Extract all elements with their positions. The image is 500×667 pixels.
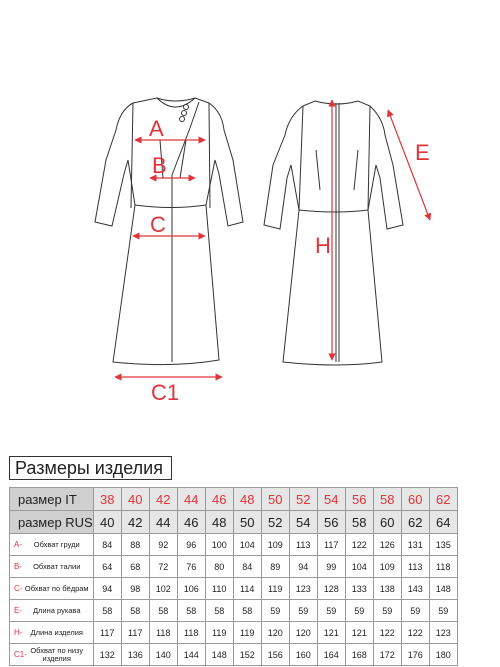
size-rus-cell: 62 (401, 511, 429, 534)
measurement-value: 126 (373, 534, 401, 556)
measurement-value: 104 (345, 556, 373, 578)
measurement-arrows (115, 100, 430, 377)
measurement-value: 80 (205, 556, 233, 578)
measurement-value: 58 (93, 600, 121, 622)
measurement-value: 84 (233, 556, 261, 578)
measurement-value: 168 (345, 644, 373, 666)
measurement-row (10, 556, 458, 578)
measurement-value: 68 (121, 556, 149, 578)
measurement-value: 89 (261, 556, 289, 578)
measurement-value: 117 (121, 622, 149, 644)
measurement-value: 118 (149, 622, 177, 644)
measurement-value: 113 (289, 534, 317, 556)
size-it-cell: 42 (149, 488, 177, 511)
size-rus-cell: 44 (149, 511, 177, 534)
label-a: A (149, 116, 164, 141)
label-b: B (152, 153, 167, 178)
measurement-value: 123 (429, 622, 457, 644)
measurement-code: C1- (14, 650, 27, 659)
measurement-value: 122 (401, 622, 429, 644)
measurement-value: 172 (373, 644, 401, 666)
measurement-value: 102 (149, 578, 177, 600)
measurement-name: Обхват талии (33, 561, 81, 571)
measurement-value: 94 (93, 578, 121, 600)
measurement-label (10, 578, 94, 600)
measurement-value: 160 (289, 644, 317, 666)
measurement-label (10, 534, 94, 556)
size-rus-cell: 52 (261, 511, 289, 534)
measurement-row (10, 622, 458, 644)
measurement-value: 140 (149, 644, 177, 666)
measurement-value: 64 (93, 556, 121, 578)
back-view-sketch (264, 101, 403, 365)
measurement-name: Длина изделия (30, 627, 83, 637)
measurement-value: 59 (317, 600, 345, 622)
measurement-value: 58 (121, 600, 149, 622)
size-rus-cell: 50 (233, 511, 261, 534)
size-it-cell: 46 (205, 488, 233, 511)
size-it-cell: 48 (233, 488, 261, 511)
size-rus-cell: 64 (429, 511, 457, 534)
size-it-cell: 44 (177, 488, 205, 511)
measurement-value: 120 (289, 622, 317, 644)
measurement-value: 120 (261, 622, 289, 644)
page-title: Размеры изделия (9, 456, 172, 480)
label-e: E (415, 140, 430, 165)
measurement-name: Обхват груди (33, 539, 80, 549)
measurement-value: 104 (233, 534, 261, 556)
measurement-value: 135 (429, 534, 457, 556)
measurement-value: 164 (317, 644, 345, 666)
size-it-cell: 54 (317, 488, 345, 511)
measurement-value: 119 (233, 622, 261, 644)
measurement-value: 109 (373, 556, 401, 578)
measurement-value: 148 (205, 644, 233, 666)
measurement-code: B- (14, 562, 22, 571)
measurement-value: 76 (177, 556, 205, 578)
measurement-value: 110 (205, 578, 233, 600)
measurement-value: 88 (121, 534, 149, 556)
measurement-value: 118 (177, 622, 205, 644)
measurement-value: 58 (177, 600, 205, 622)
measurement-row (10, 644, 458, 666)
size-it-cell: 62 (429, 488, 457, 511)
measurement-value: 132 (93, 644, 121, 666)
measurement-value: 109 (261, 534, 289, 556)
measurement-value: 118 (429, 556, 457, 578)
measurement-value: 148 (429, 578, 457, 600)
header-label-it: размер IT (10, 488, 94, 511)
front-view-sketch (95, 98, 243, 365)
measurement-value: 121 (345, 622, 373, 644)
measurement-value: 99 (317, 556, 345, 578)
measurement-name: Обхват по бёдрам (24, 583, 89, 593)
label-c: C (150, 212, 166, 237)
size-rus-cell: 60 (373, 511, 401, 534)
measurement-label (10, 644, 94, 666)
measurement-value: 131 (401, 534, 429, 556)
measurement-value: 59 (289, 600, 317, 622)
size-it-cell: 56 (345, 488, 373, 511)
measurement-value: 96 (177, 534, 205, 556)
measurement-value: 180 (429, 644, 457, 666)
measurement-value: 114 (233, 578, 261, 600)
size-it-cell: 58 (373, 488, 401, 511)
size-table (9, 487, 458, 666)
measurement-value: 58 (205, 600, 233, 622)
size-it-cell: 40 (121, 488, 149, 511)
measurement-value: 117 (93, 622, 121, 644)
measurement-value: 138 (373, 578, 401, 600)
size-rus-cell: 46 (177, 511, 205, 534)
measurement-name: Длина рукава (32, 605, 81, 615)
measurement-row (10, 578, 458, 600)
measurement-value: 152 (233, 644, 261, 666)
measurement-value: 100 (205, 534, 233, 556)
size-rus-cell: 42 (121, 511, 149, 534)
measurement-value: 59 (345, 600, 373, 622)
measurement-value: 122 (373, 622, 401, 644)
size-rus-cell: 40 (93, 511, 121, 534)
measurement-value: 58 (149, 600, 177, 622)
measurement-code: E- (14, 606, 22, 615)
measurement-value: 92 (149, 534, 177, 556)
size-it-cell: 52 (289, 488, 317, 511)
size-rus-cell: 48 (205, 511, 233, 534)
measurement-row (10, 534, 458, 556)
measurement-value: 98 (121, 578, 149, 600)
size-it-cell: 50 (261, 488, 289, 511)
measurement-value: 136 (121, 644, 149, 666)
measurement-value: 128 (317, 578, 345, 600)
header-row-rus (10, 511, 458, 534)
measurement-value: 122 (345, 534, 373, 556)
measurement-label (10, 622, 94, 644)
label-h: H (315, 233, 331, 258)
measurement-value: 106 (177, 578, 205, 600)
measurement-value: 144 (177, 644, 205, 666)
measurement-value: 176 (401, 644, 429, 666)
size-it-cell: 60 (401, 488, 429, 511)
label-c1: C1 (151, 380, 180, 400)
measurement-value: 59 (373, 600, 401, 622)
size-rus-cell: 56 (317, 511, 345, 534)
measurement-value: 156 (261, 644, 289, 666)
measurement-value: 59 (429, 600, 457, 622)
measurement-value: 133 (345, 578, 373, 600)
measurement-value: 59 (261, 600, 289, 622)
measurement-name: Обхват по низу изделия (30, 645, 84, 663)
measurement-code: H- (14, 628, 23, 637)
measurement-code: A- (14, 540, 22, 549)
measurement-value: 72 (149, 556, 177, 578)
measurement-value: 84 (93, 534, 121, 556)
measurement-label (10, 600, 94, 622)
measurement-value: 123 (289, 578, 317, 600)
measurement-value: 119 (205, 622, 233, 644)
header-label-rus: размер RUS (10, 511, 94, 534)
measurement-value: 59 (401, 600, 429, 622)
header-row-it (10, 488, 458, 511)
size-it-cell: 38 (93, 488, 121, 511)
measurement-value: 121 (317, 622, 345, 644)
measurement-value: 143 (401, 578, 429, 600)
size-rus-cell: 58 (345, 511, 373, 534)
measurement-value: 119 (261, 578, 289, 600)
measurement-label (10, 556, 94, 578)
measurement-code: C- (14, 584, 23, 593)
measurement-value: 117 (317, 534, 345, 556)
measurement-value: 94 (289, 556, 317, 578)
size-rus-cell: 54 (289, 511, 317, 534)
measurement-row (10, 600, 458, 622)
measurement-value: 113 (401, 556, 429, 578)
measurement-value: 58 (233, 600, 261, 622)
